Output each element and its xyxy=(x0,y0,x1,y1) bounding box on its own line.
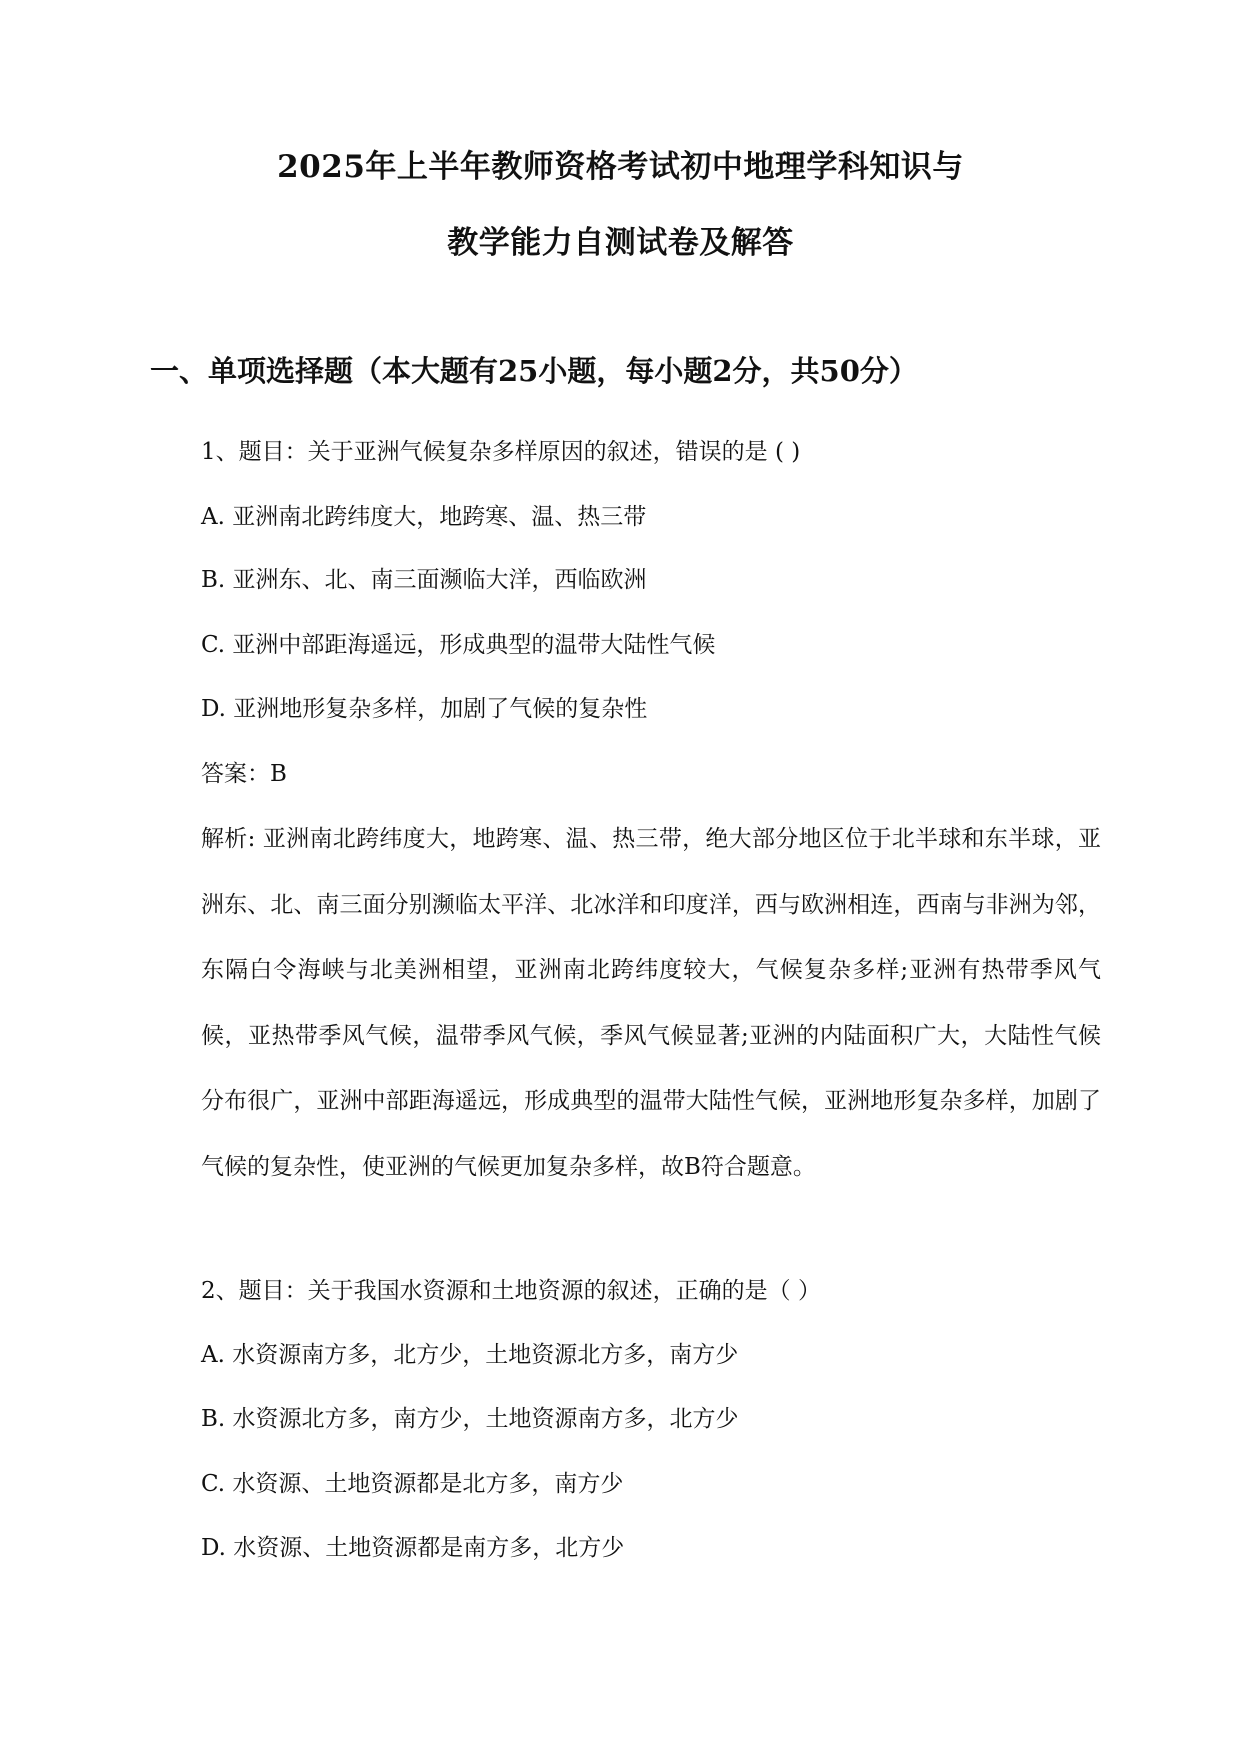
question-2-option-c: C. 水资源、土地资源都是北方多，南方少 xyxy=(201,1471,624,1497)
question-1-answer: 答案：B xyxy=(201,761,287,787)
document-title-line-1: 2025年上半年教师资格考试初中地理学科知识与 xyxy=(277,149,964,185)
question-2-stem: 2、题目：关于我国水资源和土地资源的叙述，正确的是（ ） xyxy=(201,1278,821,1304)
question-1-option-b: B. 亚洲东、北、南三面濒临大洋，西临欧洲 xyxy=(201,567,647,593)
question-2-option-b: B. 水资源北方多，南方少，土地资源南方多，北方少 xyxy=(201,1406,739,1432)
question-1-option-d: D. 亚洲地形复杂多样，加剧了气候的复杂性 xyxy=(201,696,648,722)
question-1-stem: 1、题目：关于亚洲气候复杂多样原因的叙述，错误的是 ( ) xyxy=(201,439,801,465)
question-1-analysis: 解析: 亚洲南北跨纬度大，地跨寒、温、热三带，绝大部分地区位于北半球和东半球，亚洲东、北、南三面分别濒临太平洋、北冰洋和印度洋，西与欧洲相连，西南与非洲为邻，东隔白令海峡与北美洲相望，亚洲南北跨纬度较大，气候复杂多样;亚洲有热带季风气候，亚热带季风气候，温带季风气候，季风气候显著;亚洲的内陆面积广大，大陆性气候分布很广，亚洲中部距海遥远，形成典型的温带大陆性气候，亚洲地形复杂多样，加剧了气候的复杂性，使亚洲的气候更加复杂多样，故B符合题意。 xyxy=(201,826,1101,1180)
section-heading: 一、单项选择题（本大题有25小题，每小题2分，共50分） xyxy=(150,354,918,388)
question-2-option-d: D. 水资源、土地资源都是南方多，北方少 xyxy=(201,1535,625,1561)
question-1-option-c: C. 亚洲中部距海遥远，形成典型的温带大陆性气候 xyxy=(201,632,716,658)
question-1-option-a: A. 亚洲南北跨纬度大，地跨寒、温、热三带 xyxy=(201,504,647,530)
document-title-line-2: 教学能力自测试卷及解答 xyxy=(447,225,794,261)
question-2-option-a: A. 水资源南方多，北方少，土地资源北方多，南方少 xyxy=(201,1342,739,1368)
